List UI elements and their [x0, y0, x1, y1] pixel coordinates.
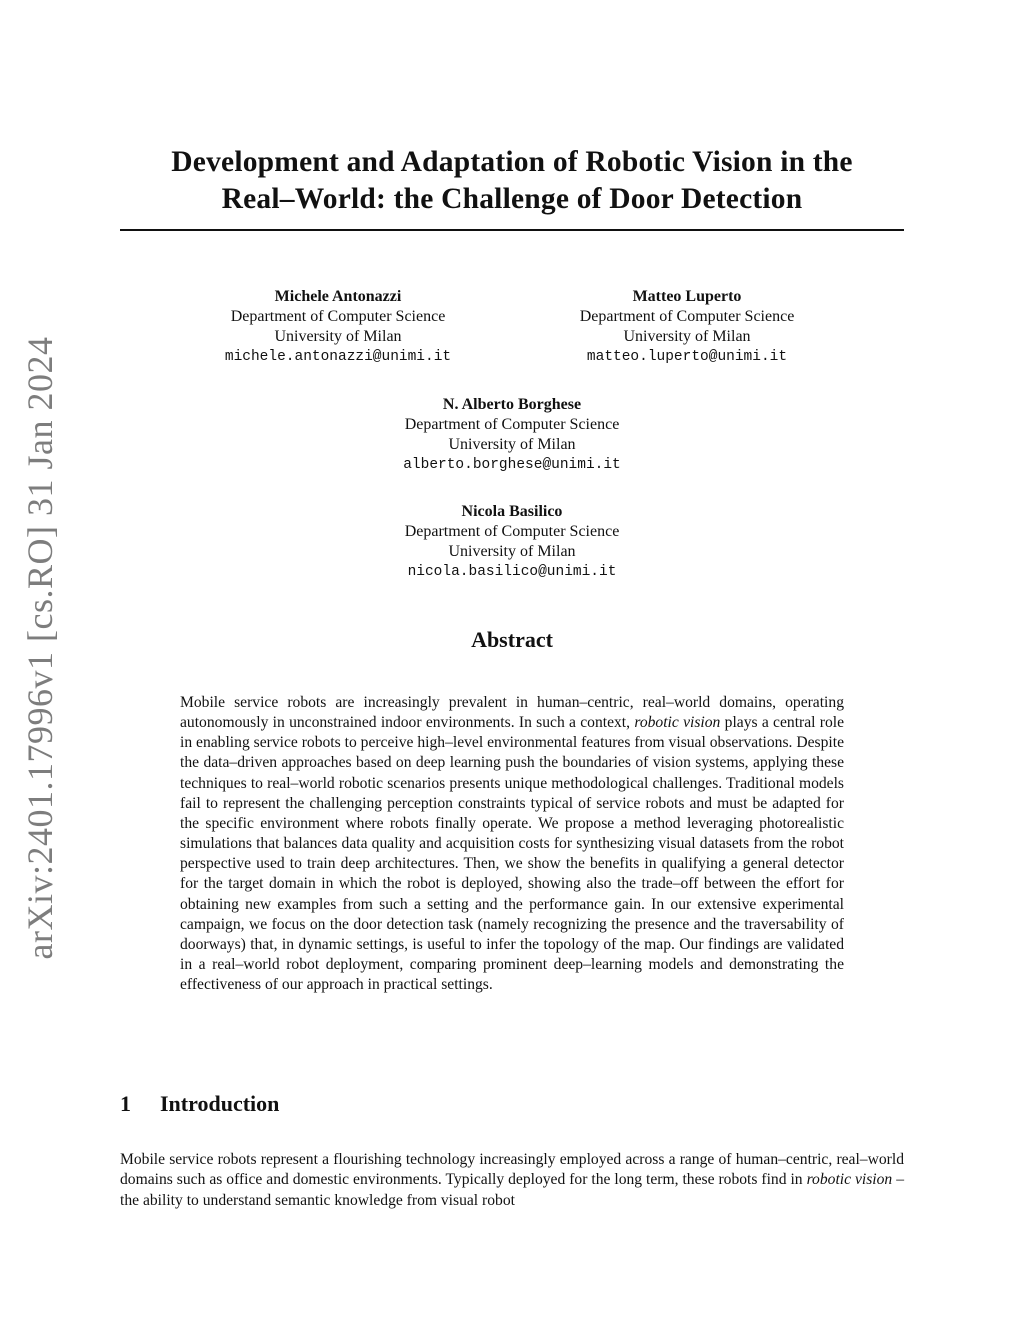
author-email[interactable]: alberto.borghese@unimi.it	[403, 457, 621, 473]
author-name: N. Alberto Borghese	[442, 396, 582, 413]
author-email[interactable]: michele.antonazzi@unimi.it	[224, 349, 452, 365]
title-line-1: Development and Adaptation of Robotic Vision in the	[171, 146, 853, 178]
author-department: Department of Computer Science	[404, 523, 620, 540]
author-university: University of Milan	[448, 436, 576, 453]
section-heading-introduction	[120, 1091, 279, 1117]
abstract-body	[180, 693, 844, 995]
author-block-antonazzi	[188, 287, 488, 367]
author-block-luperto	[537, 287, 837, 367]
title-line-2: Real–World: the Challenge of Door Detection	[221, 183, 803, 215]
author-block-basilico	[362, 502, 662, 582]
author-name: Nicola Basilico	[461, 503, 563, 520]
intro-italic-term: robotic vision	[806, 1171, 893, 1189]
section-title: Introduction	[160, 1091, 280, 1116]
intro-text-start: Mobile service robots represent a flourishing technology increasingly employed across a range of human–centric, real–world domains such as office and domestic environments. Typically deployed for the long term, these robots find in	[120, 1151, 904, 1189]
author-university: University of Milan	[448, 543, 576, 560]
author-department: Department of Computer Science	[579, 308, 795, 325]
intro-text-end: – the ability to understand semantic knowledge from visual robot	[120, 1171, 904, 1209]
abstract-text-end: plays a central role in enabling service robots to perceive high–level environmental features from visual observations. Despite the data–driven approaches based on deep learning push the boundaries of vision systems, applying these techniques to real–world robotic scenarios presents unique methodological challenges. Traditional models fail to represent the challenging perception constraints typical of service robots and must be adapted for the specific environment where robots finally operate. We propose a method leveraging photorealistic simulations that balances data quality and acquisition costs for synthesizing visual datasets from the robot perspective used to train deep architectures. Then, we show the benefits in qualifying a general detector for the target domain in which the robot is deployed, showing also the trade–off between the effort for obtaining new examples from such a setting and the performance gain. In our extensive experimental campaign, we focus on the door detection task (namely recognizing the presence and the traversability of doorways) that, in dynamic settings, is useful to infer the topology of the map. Our findings are validated in a real–world robot deployment, comparing prominent deep–learning models and demonstrating the effectiveness of our approach in practical settings.	[180, 714, 845, 994]
title-rule	[120, 229, 904, 231]
author-block-borghese	[362, 395, 662, 475]
paper-title	[120, 144, 904, 218]
arxiv-identifier-stamp: arXiv:2401.17996v1 [cs.RO] 31 Jan 2024	[20, 336, 60, 960]
abstract-heading: Abstract	[471, 627, 553, 652]
author-name: Michele Antonazzi	[274, 288, 402, 305]
author-department: Department of Computer Science	[404, 416, 620, 433]
author-email[interactable]: nicola.basilico@unimi.it	[407, 564, 617, 580]
author-department: Department of Computer Science	[230, 308, 446, 325]
section-number: 1	[120, 1091, 131, 1116]
abstract-text-start: Mobile service robots are increasingly prevalent in human–centric, real–world domains, operating autonomously in unconstrained indoor environments. In such a context,	[180, 694, 844, 732]
introduction-body	[120, 1150, 904, 1211]
author-email[interactable]: matteo.luperto@unimi.it	[586, 349, 788, 365]
author-university: University of Milan	[274, 328, 402, 345]
abstract-italic-term: robotic vision	[634, 714, 721, 732]
author-university: University of Milan	[623, 328, 751, 345]
author-name: Matteo Luperto	[632, 288, 742, 305]
